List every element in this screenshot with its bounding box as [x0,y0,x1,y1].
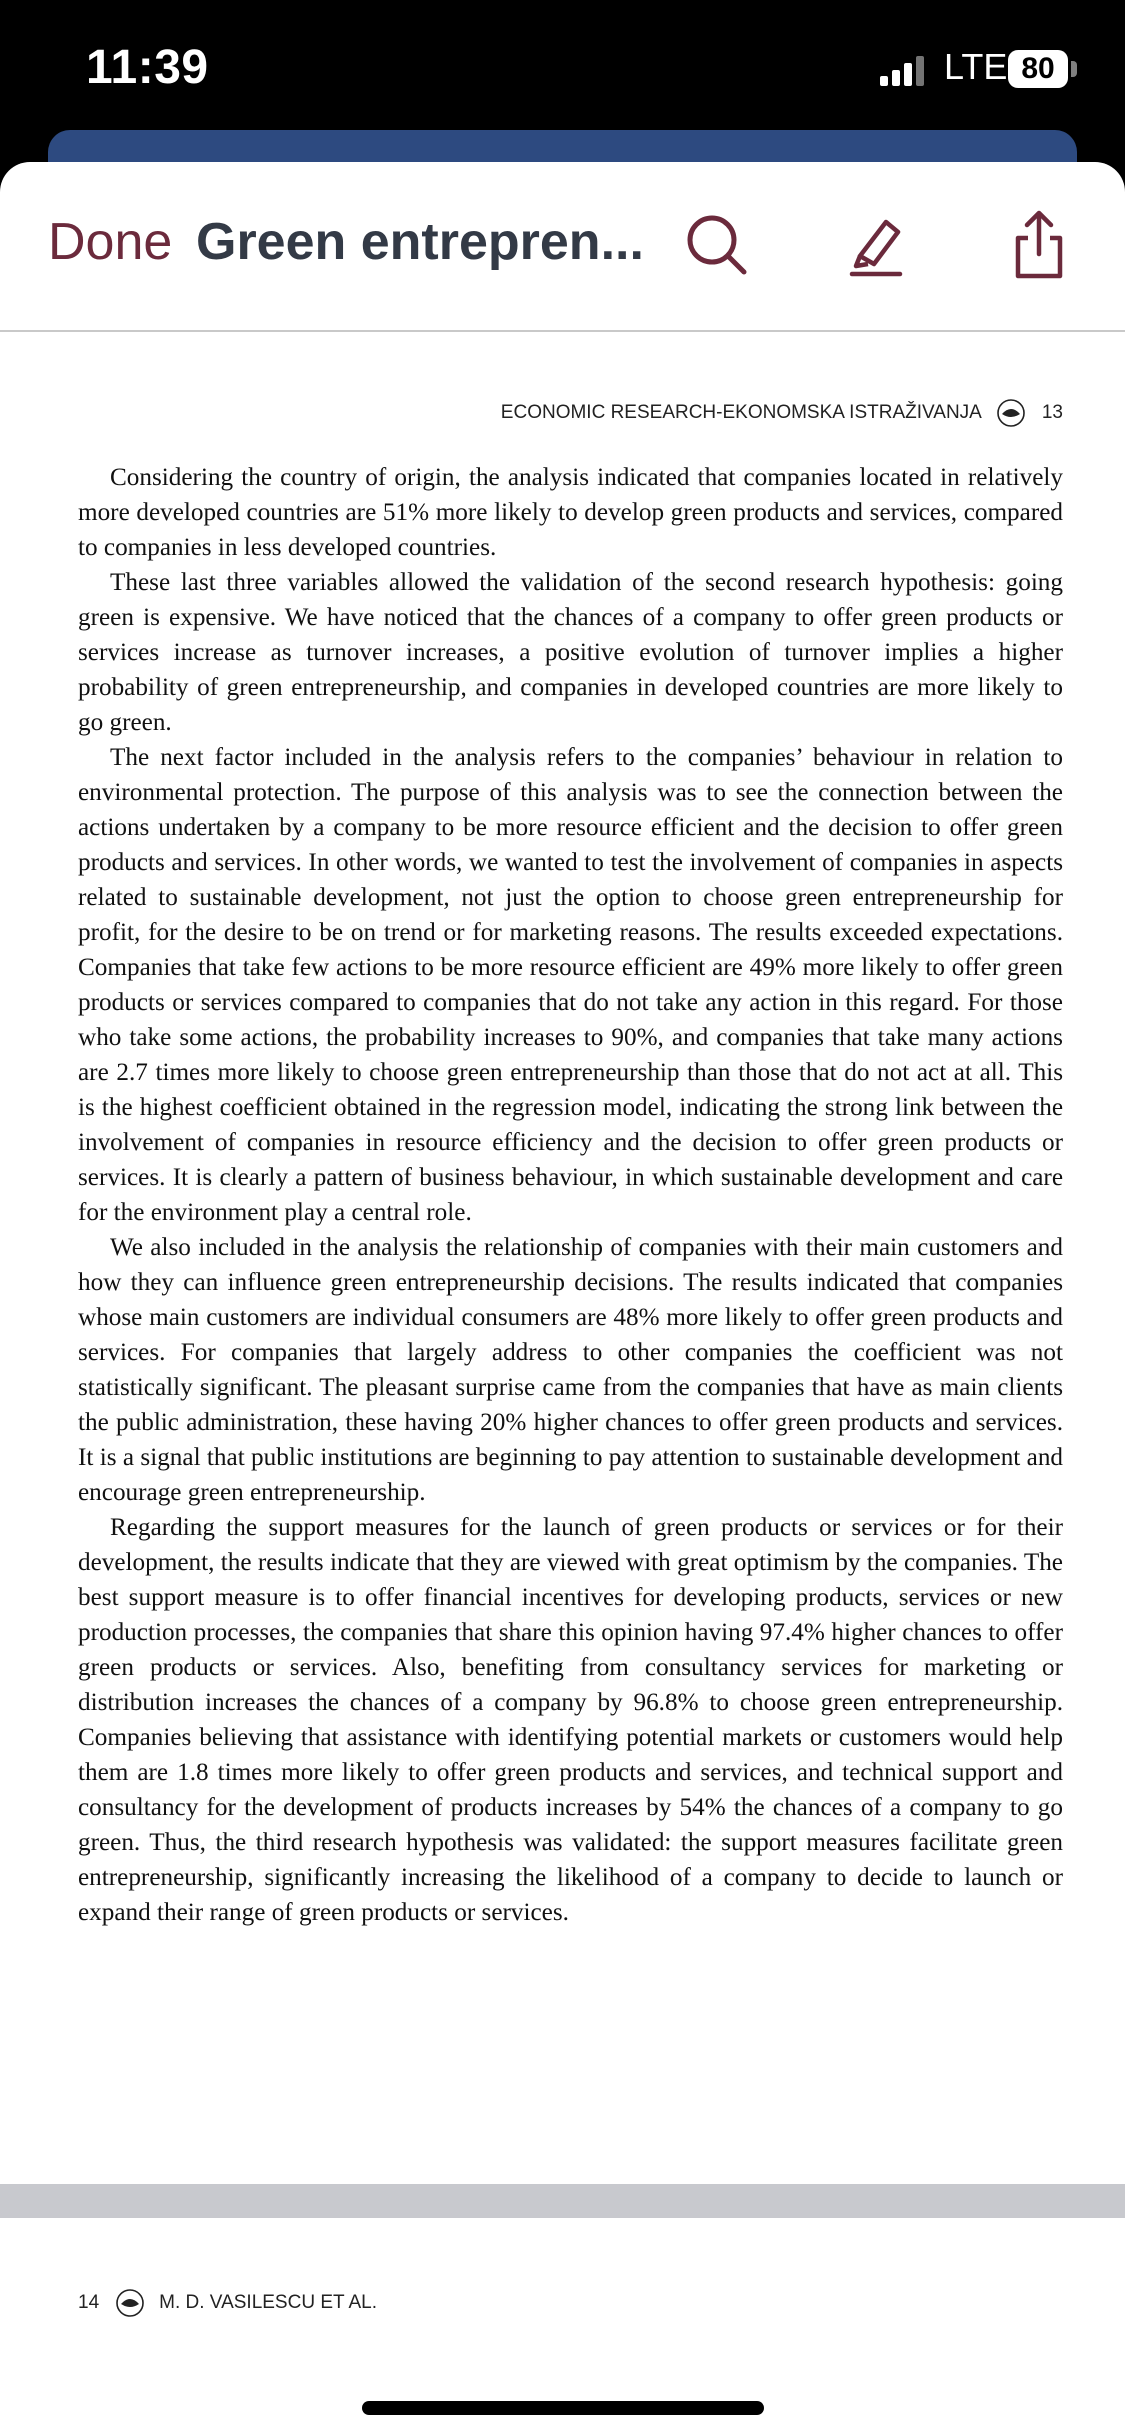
journal-logo-icon [115,2288,145,2318]
journal-logo-icon [996,398,1026,428]
journal-name: ECONOMIC RESEARCH-EKONOMSKA ISTRAŽIVANJA [500,402,982,423]
cellular-signal-icon [880,56,930,86]
paragraph: We also included in the analysis the relationship of companies with their main customers and how they can influence green entrepreneurship decisions. The results indicated that companies whose main customers are individual consumers are 48% more likely to offer green products and services. For companies that largely address to other companies the coefficient was not statistically significant. The pleasant surprise came from the companies that have as main clients the public administration, these having 20% higher chances to offer green products and services. It is a signal that public institutions are beginning to pay attention to sustainable development and encourage green entrepreneurship. [78,1234,1063,1506]
page-number: 13 [1041,402,1063,423]
next-page-running-head [78,2288,377,2318]
done-button[interactable]: Done [48,213,173,271]
paragraph: Regarding the support measures for the launch of green products or services or for their development, the results indicate that they are viewed with great optimism by the companies. The best support measure is to offer financial incentives for developing products, services or new production processes, the companies that share this opinion having 97.4% higher chances to offer green products or services. Also, benefiting from consultancy services for marketing or distribution increases the chances of a company by 96.8% to choose green entrepreneurship. Companies believing that assistance with identifying potential markets or customers would help them are 1.8 times more likely to offer green products and services, and technical support and consultancy for the development of products increases by 54% the chances of a company to go green. Thus, the third research hypothesis was validated: the support measures facilitate green entrepreneurship, significantly increasing the likelihood of a company to decide to launch or expand their range of green products or services. [78,1514,1063,1926]
highlighter-icon[interactable] [842,210,912,280]
network-type: LTE [944,46,1008,87]
status-time: 11:39 [86,41,209,94]
paragraph: These last three variables allowed the validation of the second research hypothesis: going green is expensive. We have noticed that the chances of a company to offer green products or services increase as turnover increases, a positive evolution of turnover implies a higher probability of green entrepreneurship, and companies in developed countries are more likely to go green. [78,569,1063,736]
paragraph: The next factor included in the analysis refers to the companies’ behaviour in relation to environmental protection. The purpose of this analysis was to see the connection between the actions undertaken by a company to be more resource efficient and the decision to offer green products and services. In other words, we wanted to test the involvement of companies in aspects related to sustainable development, not just the option to choose green entrepreneurship for profit, for the desire to be on trend or for marketing reasons. The results exceeded expectations. Companies that take few actions to be more resource efficient are 49% more likely to offer green products or services compared to companies that do not take any action in this regard. For those who take some actions, the probability increases to 90%, and companies that take many actions are 2.7 times more likely to choose green entrepreneurship than those that do not act at all. This is the highest coefficient obtained in the regression model, indicating the strong link between the involvement of companies in resource efficiency and the decision to offer green products or services. It is clearly a pattern of business behaviour, in which sustainable development and care for the environment play a central role. [78,744,1063,1226]
paragraph: Considering the country of origin, the analysis indicated that companies located in relatively more developed countries are 51% more likely to develop green products and services, compared to companies in less developed countries. [78,464,1063,561]
document-title: Green entrepren... [196,213,644,271]
status-bar [0,0,1125,140]
page-separator [0,2184,1125,2218]
search-icon[interactable] [682,210,752,280]
navbar [0,162,1125,332]
battery-icon: 80 [1008,50,1068,88]
document-sheet [0,162,1125,2436]
running-head [501,398,1063,428]
battery-nub [1071,61,1077,77]
article-body [78,460,1063,1930]
home-indicator[interactable] [362,2401,764,2415]
author-running-head: M. D. VASILESCU ET AL. [159,2292,378,2313]
next-page-number: 14 [78,2292,100,2313]
share-icon[interactable] [1004,210,1074,280]
